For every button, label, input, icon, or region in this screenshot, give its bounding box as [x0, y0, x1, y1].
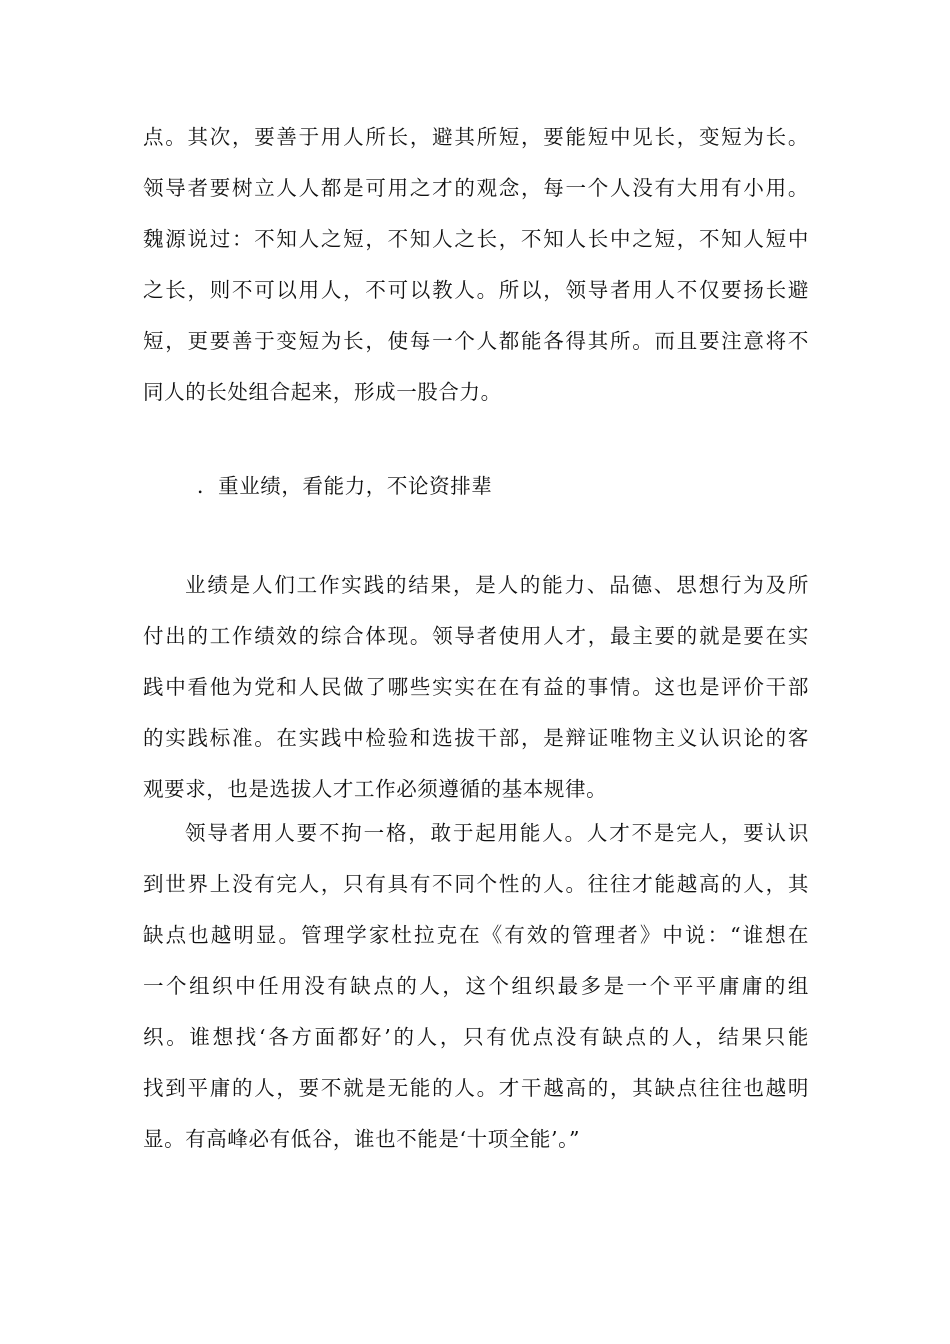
- text-line: 之长，则不可以用人，不可以教人。所以，领导者用人不仅要扬长避: [143, 278, 809, 302]
- text-line: 观要求，也是选拔人才工作必须遵循的基本规律。: [143, 777, 608, 801]
- text-line: 魏源说过：不知人之短，不知人之长，不知人长中之短，不知人短中: [143, 227, 809, 251]
- text-line: 领导者用人要不拘一格，敢于起用能人。人才不是完人，要认识: [185, 821, 809, 845]
- text-line: 付出的工作绩效的综合体现。领导者使用人才，最主要的就是要在实: [143, 624, 809, 648]
- paragraph-unconventional-hiring: [143, 808, 809, 1165]
- text-line: 践中看他为党和人民做了哪些实实在在有益的事情。这也是评价干部: [143, 675, 809, 699]
- paragraph-talent-strengths: [143, 112, 809, 418]
- text-line: 点。其次，要善于用人所长，避其所短，要能短中见长，变短为长。: [143, 125, 809, 149]
- text-line: 一个组织中任用没有缺点的人，这个组织最多是一个平平庸庸的组: [143, 974, 809, 998]
- text-line: 找到平庸的人，要不就是无能的人。才干越高的，其缺点往往也越明: [143, 1076, 809, 1100]
- text-line: 的实践标准。在实践中检验和选拔干部，是辩证唯物主义认识论的客: [143, 726, 809, 750]
- text-line: 短，更要善于变短为长，使每一个人都能各得其所。而且要注意将不: [143, 329, 809, 353]
- section-heading: ．重业绩，看能力，不论资排辈: [197, 474, 493, 498]
- text-line: 织。谁想找‘各方面都好’的人，只有优点没有缺点的人，结果只能: [143, 1025, 809, 1049]
- text-line: 领导者要树立人人都是可用之才的观念，每一个人没有大用有小用。: [143, 176, 809, 200]
- text-line: 缺点也越明显。管理学家杜拉克在《有效的管理者》中说：“谁想在: [143, 923, 809, 947]
- paragraph-performance: [143, 560, 809, 815]
- text-line: 同人的长处组合起来，形成一股合力。: [143, 380, 502, 404]
- text-line: 到世界上没有完人，只有具有不同个性的人。往往才能越高的人，其: [143, 872, 809, 896]
- text-line: 显。有高峰必有低谷，谁也不能是‘十项全能’。”: [143, 1127, 581, 1151]
- text-line: 业绩是人们工作实践的结果，是人的能力、品德、思想行为及所: [185, 573, 809, 597]
